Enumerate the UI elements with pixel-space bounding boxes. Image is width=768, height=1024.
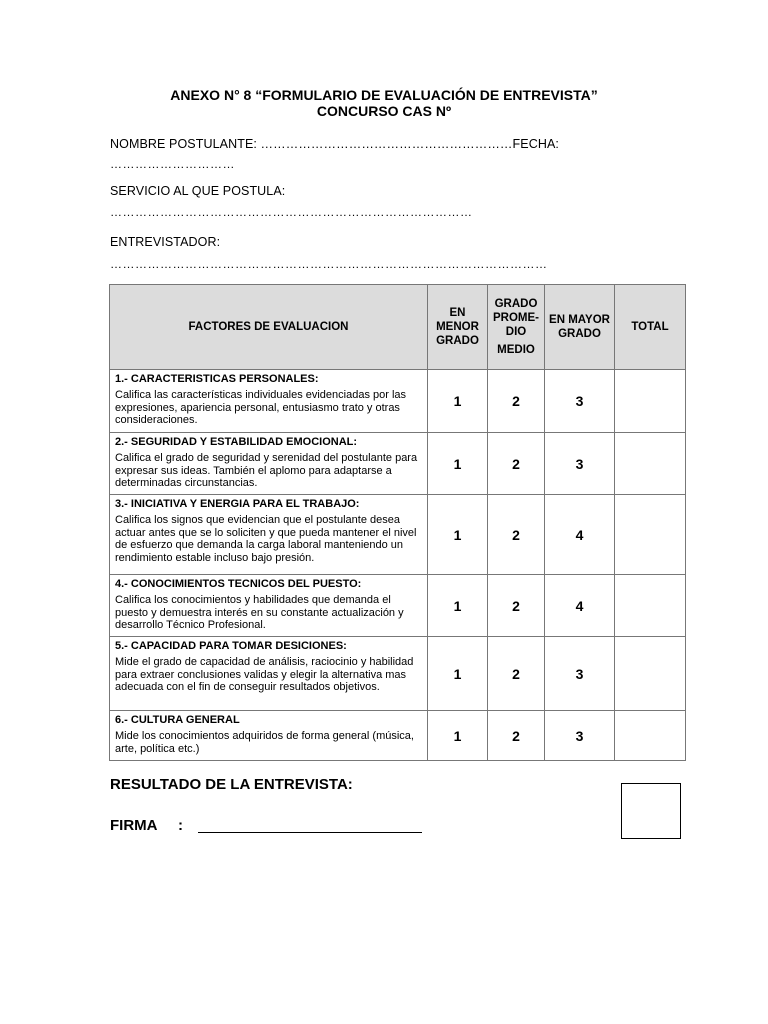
score-mayor[interactable]: 4	[545, 495, 615, 575]
factor-description: Califica las características individuales evidenciadas por las expresiones, apariencia personal, entusiasmo trato y otras consideraciones.	[115, 389, 407, 426]
header-menor-grado-label: EN MENOR GRADO	[436, 307, 479, 347]
firma-label: FIRMA	[110, 817, 158, 834]
servicio-label: SERVICIO AL QUE POSTULA:	[110, 184, 286, 198]
header-factors: FACTORES DE EVALUACION	[110, 285, 428, 370]
factor-description: Califica el grado de seguridad y serenidad del postulante para expresar sus ideas. También el aplomo para adaptarse a determinadas circunstancias.	[115, 452, 418, 489]
factor-description: Mide los conocimientos adquiridos de forma general (música, arte, política etc.)	[115, 730, 414, 755]
score-menor[interactable]: 1	[428, 495, 488, 575]
factor-description: Mide el grado de capacidad de análisis, raciocinio y habilidad para extraer conclusiones validas y elegir la alternativa mas adecuada con el fin de conseguir resultados objetivos.	[115, 656, 414, 693]
factor-cell	[110, 433, 428, 495]
header-mayor-grado-label: EN MAYOR GRADO	[549, 314, 610, 340]
score-menor[interactable]: 1	[428, 433, 488, 495]
score-promedio[interactable]: 2	[488, 433, 545, 495]
factor-cell	[110, 575, 428, 637]
resultado-box[interactable]	[621, 783, 681, 839]
score-promedio[interactable]: 2	[488, 575, 545, 637]
score-total[interactable]	[615, 495, 686, 575]
table-row	[110, 711, 686, 761]
factor-cell	[110, 370, 428, 433]
table-row	[110, 637, 686, 711]
evaluation-table	[109, 284, 686, 761]
score-total[interactable]	[615, 433, 686, 495]
table-row	[110, 370, 686, 433]
score-promedio[interactable]: 2	[488, 495, 545, 575]
score-menor[interactable]: 1	[428, 370, 488, 433]
score-promedio[interactable]: 2	[488, 711, 545, 761]
factor-description: Califica los signos que evidencian que el postulante desea actuar antes que se lo soliciten y que pueda mantener el nivel de esfuerzo que demanda la carga laboral manteniendo un rendimiento estable incluso bajo presión.	[115, 514, 417, 564]
score-mayor[interactable]: 3	[545, 637, 615, 711]
score-menor[interactable]: 1	[428, 637, 488, 711]
score-mayor[interactable]: 3	[545, 370, 615, 433]
score-total[interactable]	[615, 575, 686, 637]
entrevistador-label: ENTREVISTADOR:	[110, 235, 221, 249]
header-mayor-grado	[545, 285, 615, 370]
entrevistador-field[interactable]: ……………………………………………………………………………………………	[110, 257, 548, 271]
factor-title: 1.- CARACTERISTICAS PERSONALES:	[115, 373, 319, 385]
nombre-postulante-field[interactable]: NOMBRE POSTULANTE: ……………………………………………………FECHA:	[110, 137, 559, 151]
score-mayor[interactable]: 3	[545, 433, 615, 495]
score-promedio[interactable]: 2	[488, 370, 545, 433]
servicio-field[interactable]: ……………………………………………………………………………	[110, 205, 473, 219]
header-menor-grado	[428, 285, 488, 370]
factor-description: Califica los conocimientos y habilidades que demanda el puesto y demuestra interés en su constante actualización y desarrollo Técnico Profesional.	[115, 594, 404, 631]
factor-cell	[110, 637, 428, 711]
document-subtitle: CONCURSO CAS Nº	[316, 103, 452, 119]
nombre-postulante-continuation[interactable]: …………………………	[110, 157, 235, 171]
header-medio-label: MEDIO	[497, 344, 535, 356]
factor-cell	[110, 495, 428, 575]
factor-title: 5.- CAPACIDAD PARA TOMAR DESICIONES:	[115, 640, 347, 652]
firma-colon: :	[178, 817, 183, 834]
table-row	[110, 433, 686, 495]
score-mayor[interactable]: 3	[545, 711, 615, 761]
factor-title: 6.- CULTURA GENERAL	[115, 714, 240, 726]
header-grado-promedio	[488, 285, 545, 370]
resultado-label: RESULTADO DE LA ENTREVISTA:	[110, 776, 353, 793]
factor-title: 4.- CONOCIMIENTOS TECNICOS DEL PUESTO:	[115, 578, 362, 590]
score-total[interactable]	[615, 637, 686, 711]
score-mayor[interactable]: 4	[545, 575, 615, 637]
factor-title: 3.- INICIATIVA Y ENERGIA PARA EL TRABAJO:	[115, 498, 360, 510]
header-grado-promedio-label: GRADO PROME- DIO	[493, 298, 539, 338]
table-header-row	[110, 285, 686, 370]
factor-title: 2.- SEGURIDAD Y ESTABILIDAD EMOCIONAL:	[115, 436, 358, 448]
table-row	[110, 575, 686, 637]
firma-signature-line[interactable]	[198, 832, 422, 833]
score-menor[interactable]: 1	[428, 575, 488, 637]
score-menor[interactable]: 1	[428, 711, 488, 761]
header-total: TOTAL	[615, 285, 686, 370]
score-total[interactable]	[615, 711, 686, 761]
table-row	[110, 495, 686, 575]
factor-cell	[110, 711, 428, 761]
document-title: ANEXO N° 8 “FORMULARIO DE EVALUACIÓN DE ENTREVISTA”	[170, 87, 598, 103]
score-total[interactable]	[615, 370, 686, 433]
score-promedio[interactable]: 2	[488, 637, 545, 711]
